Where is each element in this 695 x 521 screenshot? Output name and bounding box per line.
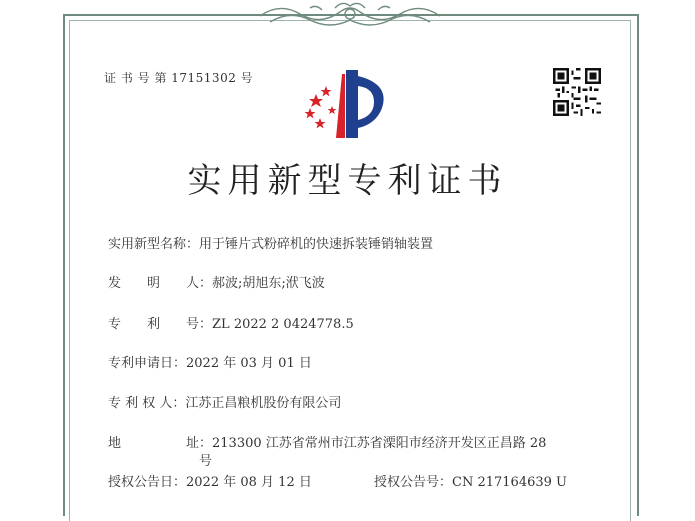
field-label: 实用新型名称： (108, 237, 200, 252)
border-ornament-icon (250, 0, 450, 40)
certificate-number: 证 书 号 第 17151302 号 (104, 71, 254, 85)
cnipa-emblem-icon (298, 66, 388, 146)
field-label: 发 明 人： (108, 276, 213, 291)
field-patentee (108, 392, 341, 411)
field-label: 地 址： (108, 436, 213, 451)
field-application-date (108, 352, 312, 371)
field-address-line2: 号 (199, 454, 213, 469)
field-value: CN 217164639 U (452, 475, 567, 490)
field-label: 专 利 号： (108, 317, 213, 332)
field-announcement-number (374, 471, 567, 490)
field-value: 213300 江苏省常州市江苏省溧阳市经济开发区正昌路 28 (212, 436, 547, 451)
field-value: 2022 年 08 月 12 日 (186, 475, 312, 490)
field-value: 2022 年 03 月 01 日 (186, 356, 312, 371)
field-value: 江苏正昌粮机股份有限公司 (185, 396, 342, 411)
field-utility-model-name (108, 233, 433, 252)
field-label: 专 利 权 人： (108, 396, 186, 411)
field-announcement-date (108, 471, 312, 490)
field-label: 授权公告号： (374, 475, 453, 490)
field-value: 郝波;胡旭东;洑飞波 (212, 276, 325, 291)
field-patent-number (108, 313, 354, 332)
field-value: 用于锤片式粉碎机的快速拆装锤销轴装置 (199, 237, 434, 252)
field-value: ZL 2022 2 0424778.5 (212, 317, 354, 332)
field-inventor (108, 272, 325, 291)
qr-code-icon (553, 68, 601, 116)
field-label: 专利申请日： (108, 356, 187, 371)
field-label: 授权公告日： (108, 475, 187, 490)
field-address (108, 432, 546, 451)
certificate-title: 实用新型专利证书 (187, 161, 508, 201)
